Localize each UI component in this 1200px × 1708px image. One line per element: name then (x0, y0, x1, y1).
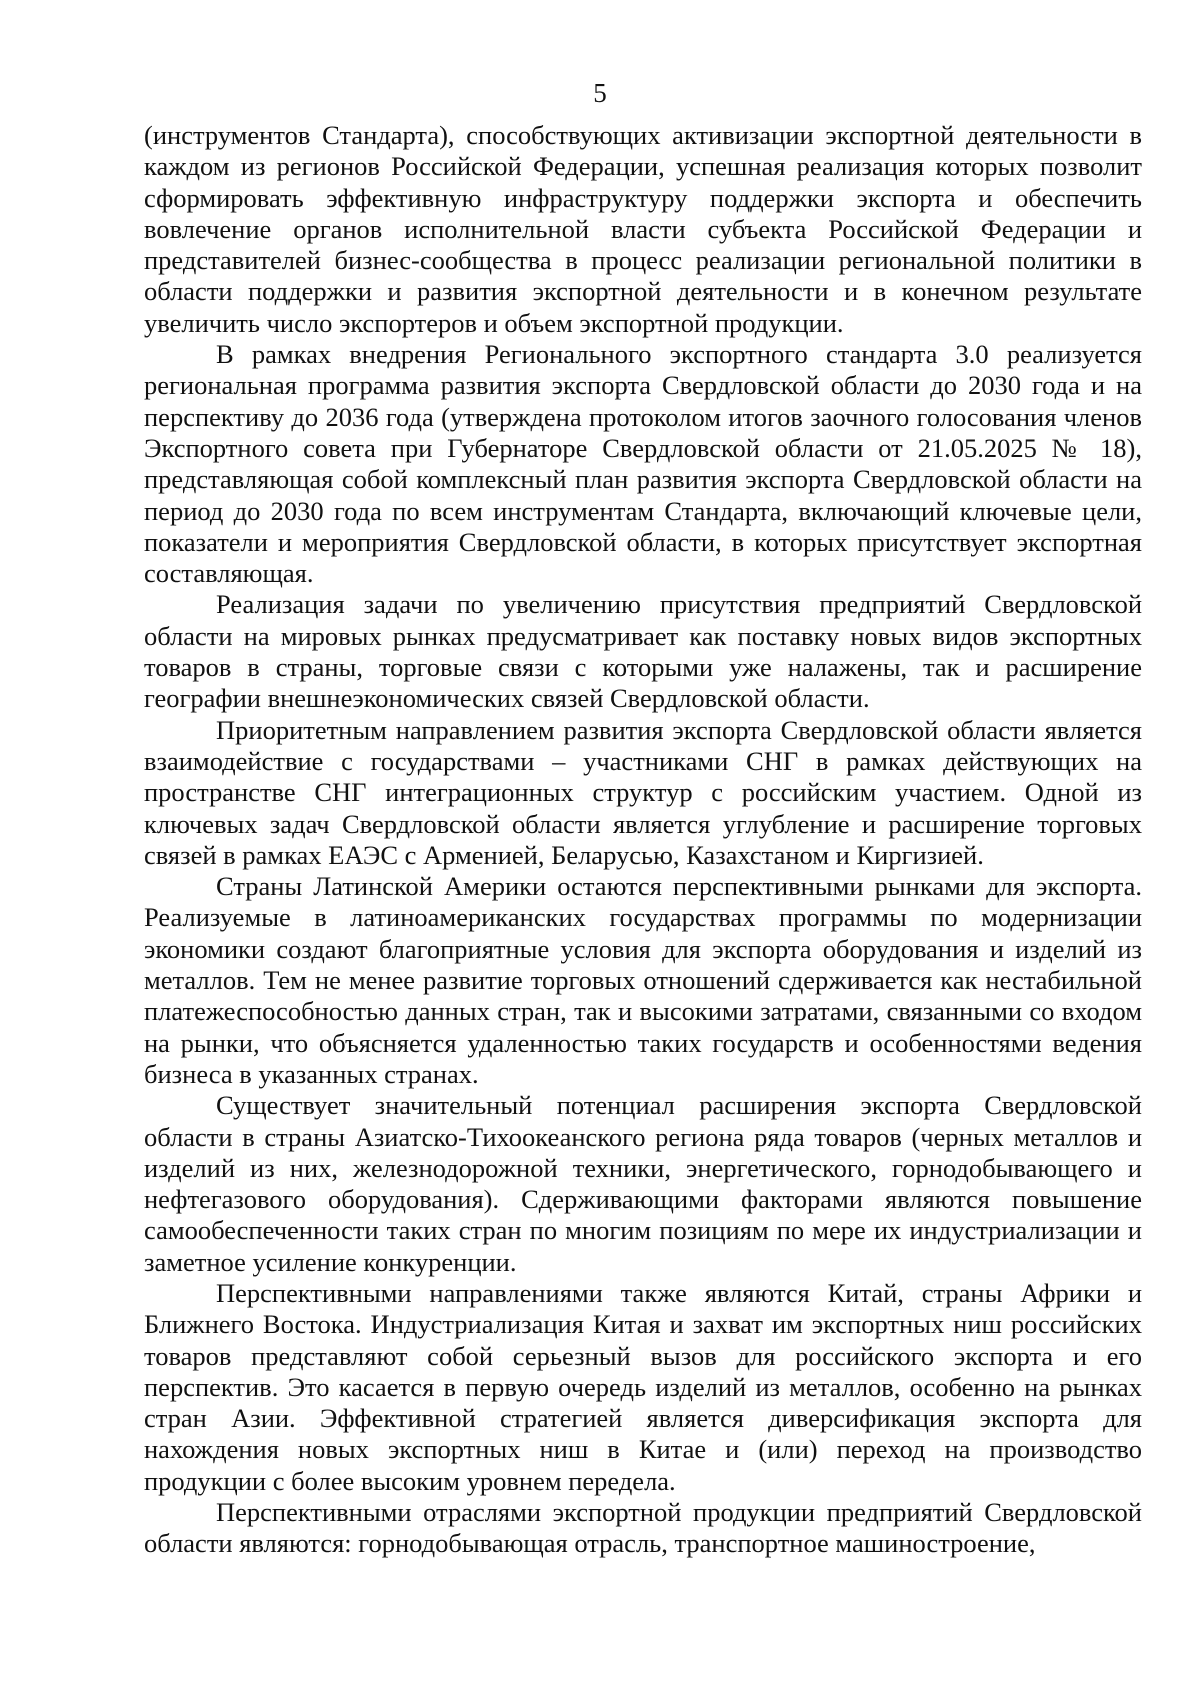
paragraph-continues: Перспективными отраслями экспортной продукции предприятий Свердловской области являются: горнодобывающая отрасль, транспортное машиностроение, (144, 1497, 1142, 1559)
paragraph: Перспективными направлениями также являются Китай, страны Африки и Ближнего Востока. Индустриализация Китая и захват им экспортных ниш российских товаров представляют собой серьезный вызов для российского экспорта и его перспектив. Это касается в первую очередь изделий из металлов, особенно на рынках стран Азии. Эффективной стратегией является диверсификация экспорта для нахождения новых экспортных ниш в Китае и (или) переход на производство продукции с более высоким уровнем передела. (144, 1277, 1142, 1496)
paragraph: Страны Латинской Америки остаются перспективными рынками для экспорта. Реализуемые в латиноамериканских государствах программы по модернизации экономики создают благоприятные условия для экспорта оборудования и изделий из металлов. Тем не менее развитие торговых отношений сдерживается как нестабильной платежеспособностью данных стран, так и высокими затратами, связанными со входом на рынки, что объясняется удаленностью таких государств и особенностями ведения бизнеса в указанных странах. (144, 871, 1142, 1089)
document-body (144, 120, 1142, 1560)
paragraph: Существует значительный потенциал расширения экспорта Свердловской области в страны Азиатско-Тихоокеанского региона ряда товаров (черных металлов и изделий из них, железнодорожной техники, энергетического, горнодобывающего и нефтегазового оборудования). Сдерживающими факторами являются повышение самообеспеченности таких стран по многим позициям по мере их индустриализации и заметное усиление конкуренции. (144, 1090, 1142, 1277)
paragraph: Реализация задачи по увеличению присутствия предприятий Свердловской области на мировых рынках предусматривает как поставку новых видов экспортных товаров в страны, торговые связи с которыми уже налажены, так и расширение географии внешнеэкономических связей Свердловской области. (144, 589, 1142, 714)
paragraph: Приоритетным направлением развития экспорта Свердловской области является взаимодействие с государствами – участниками СНГ в рамках действующих на пространстве СНГ интеграционных структур с российским участием. Одной из ключевых задач Свердловской области является углубление и расширение торговых связей в рамках ЕАЭС с Арменией, Беларусью, Казахстаном и Киргизией. (144, 714, 1142, 870)
page-number: 5 (593, 78, 607, 108)
paragraph: В рамках внедрения Регионального экспортного стандарта 3.0 реализуется региональная программа развития экспорта Свердловской области до 2030 года и на перспективу до 2036 года (утверждена протоколом итогов заочного голосования членов Экспортного совета при Губернаторе Свердловской области от 21.05.2025 № 18), представляющая собой комплексный план развития экспорта Свердловской области на период до 2030 года по всем инструментам Стандарта, включающий ключевые цели, показатели и мероприятия Свердловской области, в которых присутствует экспортная составляющая. (144, 339, 1142, 589)
paragraph-continued: (инструментов Стандарта), способствующих активизации экспортной деятельности в каждом из регионов Российской Федерации, успешная реализация которых позволит сформировать эффективную инфраструктуру поддержки экспорта и обеспечить вовлечение органов исполнительной власти субъекта Российской Федерации и представителей бизнес-сообщества в процесс реализации региональной политики в области поддержки и развития экспортной деятельности и в конечном результате увеличить число экспортеров и объем экспортной продукции. (144, 120, 1142, 338)
